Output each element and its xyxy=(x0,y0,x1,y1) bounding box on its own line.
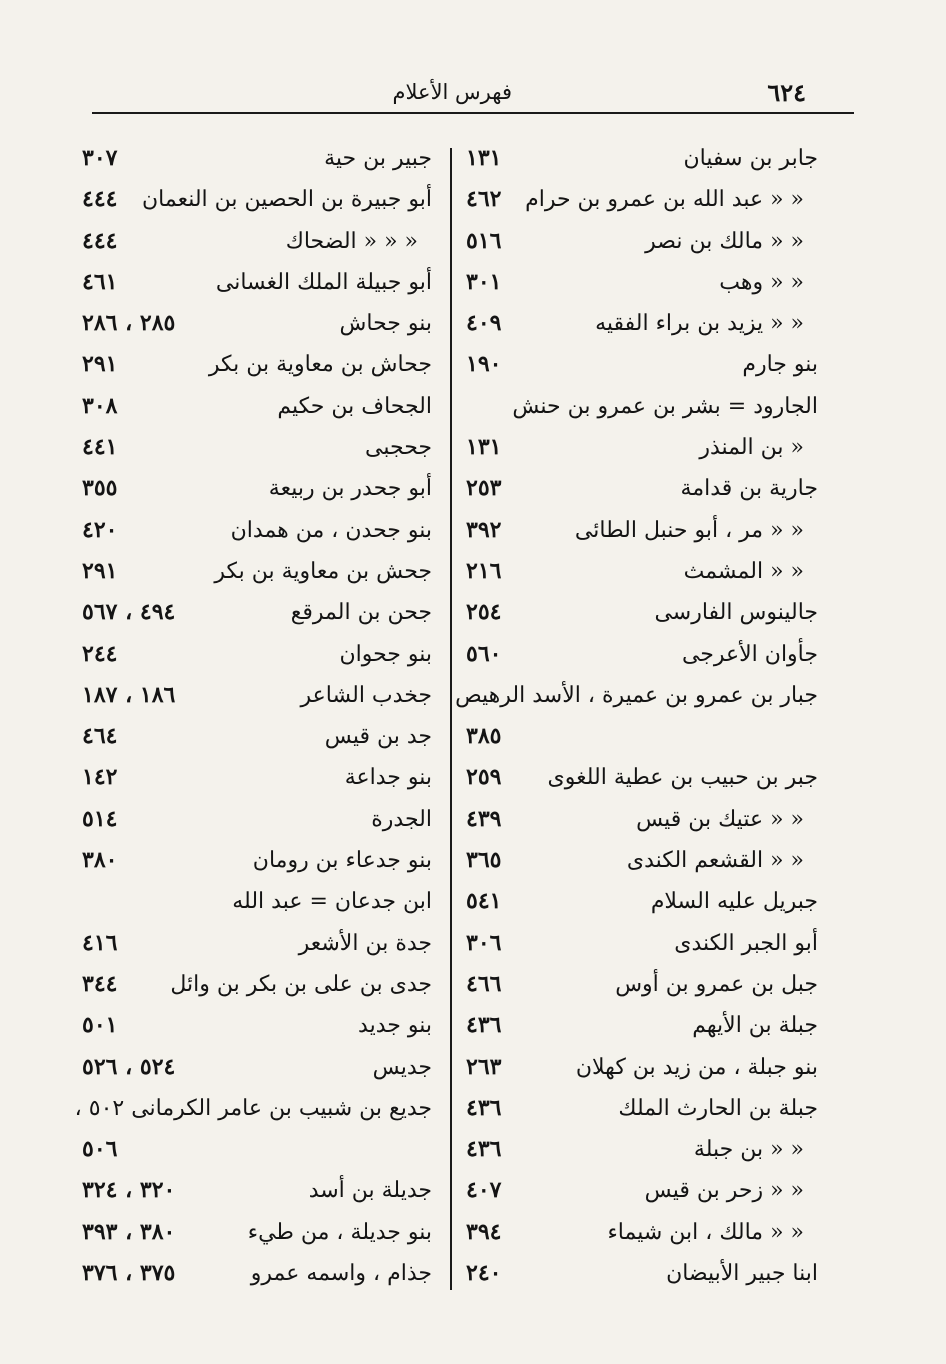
index-entry xyxy=(458,634,828,675)
entry-name: الجحاف بن حكيم xyxy=(277,393,432,419)
index-entry xyxy=(70,592,442,633)
index-entry xyxy=(70,1170,442,1211)
entry-pages: ٢١٦ xyxy=(466,557,502,584)
index-entry xyxy=(70,427,442,468)
entry-name: جحن بن المرقع xyxy=(290,600,432,626)
index-entry xyxy=(70,510,442,551)
entry-name: جبار بن عمرو بن عميرة ، الأسد الرهيص xyxy=(455,682,818,708)
entry-name: « « بن جبلة xyxy=(693,1137,804,1163)
entry-name: بنو جداعة xyxy=(344,765,432,791)
entry-pages: ٣٠٧ xyxy=(82,145,118,171)
entry-pages: ٢٨٥ ، ٢٨٦ xyxy=(82,310,176,337)
index-entry xyxy=(458,510,828,551)
entry-name: جذام ، واسمه عمرو xyxy=(250,1261,432,1287)
entry-pages: ٤٤٤ xyxy=(82,227,118,254)
entry-pages: ٢٩١ xyxy=(82,557,118,584)
entry-pages: ٥٤١ xyxy=(466,888,502,915)
index-entry xyxy=(70,179,442,220)
page-number: ٦٢٤ xyxy=(767,78,806,107)
entry-pages: ٤٤١ xyxy=(82,434,118,461)
entry-name: جالينوس الفارسى xyxy=(654,600,818,626)
index-entry xyxy=(70,1212,442,1253)
index-entry xyxy=(458,716,828,757)
index-entry xyxy=(70,799,442,840)
index-entry xyxy=(458,303,828,344)
entry-name: « « زحر بن قيس xyxy=(644,1178,804,1204)
index-entry xyxy=(70,468,442,509)
entry-pages: ٤٦٢ xyxy=(466,186,502,213)
entry-name: جحش بن معاوية بن بكر xyxy=(214,558,432,584)
left-column xyxy=(70,138,442,1294)
entry-name: جحجبى xyxy=(365,435,432,461)
index-entry xyxy=(458,592,828,633)
index-entry xyxy=(70,1088,442,1129)
entry-pages: ٣٢٠ ، ٣٢٤ xyxy=(82,1177,176,1204)
entry-name: جابر بن سفيان xyxy=(683,146,818,171)
column-divider xyxy=(450,148,452,1290)
index-entry xyxy=(70,881,442,922)
entry-pages: ٣٧٥ ، ٣٧٦ xyxy=(82,1260,176,1287)
entry-pages: ٣٠٦ xyxy=(466,929,502,956)
entry-pages: ٣٨٠ xyxy=(82,847,118,874)
entry-pages: ٢٤٤ xyxy=(82,640,118,667)
entry-pages: ٣٠١ xyxy=(466,268,502,295)
index-entry xyxy=(458,799,828,840)
entry-name: بنو جدعاء بن رومان xyxy=(252,848,432,874)
entry-pages: ٢٩١ xyxy=(82,351,118,378)
entry-pages: ٤١٦ xyxy=(82,929,118,956)
entry-name: بنو جبلة ، من زيد بن كهلان xyxy=(575,1054,818,1080)
running-title: فهرس الأعلام xyxy=(392,80,512,104)
entry-pages: ٣٨٠ ، ٣٩٣ xyxy=(82,1218,176,1245)
index-entry xyxy=(70,716,442,757)
entry-name: بنو جارم xyxy=(742,352,818,378)
index-entry xyxy=(458,964,828,1005)
entry-name: « « عبد الله بن عمرو بن حرام xyxy=(525,187,804,213)
entry-name: بنو جحدن ، من همدان xyxy=(230,517,432,543)
entry-name: الجارود = بشر بن عمرو بن حنش xyxy=(512,393,818,419)
entry-name: أبو جبيلة الملك الغسانى xyxy=(215,269,432,295)
entry-pages: ١٩٠ xyxy=(466,351,502,378)
right-column xyxy=(455,138,828,1294)
entry-name: بنو جحوان xyxy=(339,641,432,667)
index-entry xyxy=(458,1005,828,1046)
entry-name: جبريل عليه السلام xyxy=(650,889,818,915)
entry-pages: ١٤٢ xyxy=(82,764,118,791)
entry-pages: ١٣١ xyxy=(466,145,502,171)
entry-pages: ٥٠١ xyxy=(82,1012,118,1039)
entry-pages: ٤٣٩ xyxy=(466,805,502,832)
index-entry xyxy=(70,262,442,303)
entry-pages: ٤٩٤ ، ٥٦٧ xyxy=(82,599,176,626)
entry-name: ابن جدعان = عبد الله xyxy=(232,889,432,915)
entry-pages: ٤٠٩ xyxy=(466,310,502,337)
entry-name: « « عتيك بن قيس xyxy=(636,806,804,832)
entry-pages: ٤٢٠ xyxy=(82,516,118,543)
entry-pages: ٢٥٤ xyxy=(466,599,502,626)
index-entry xyxy=(70,840,442,881)
entry-name: جبلة بن الحارث الملك xyxy=(618,1095,818,1121)
entry-name: « « مالك ، ابن شيماء xyxy=(607,1219,804,1245)
entry-name: الجدرة xyxy=(371,806,432,832)
entry-name: أبو الجبر الكندى xyxy=(674,930,818,956)
entry-pages: ٣٦٥ xyxy=(466,847,502,874)
index-entry xyxy=(70,1253,442,1294)
entry-name: جخدب الشاعر xyxy=(300,682,432,708)
entry-name: بنو جديلة ، من طيء xyxy=(247,1219,432,1245)
entry-pages: ٤٤٤ xyxy=(82,186,118,213)
entry-name: « بن المنذر xyxy=(699,435,804,461)
index-entry xyxy=(458,1212,828,1253)
entry-pages: ٤٣٦ xyxy=(466,1012,502,1039)
entry-name: بنو جديد xyxy=(358,1013,432,1039)
page-header xyxy=(92,78,854,114)
entry-name: « « مالك بن نصر xyxy=(645,228,804,254)
entry-pages: ٤٦١ xyxy=(82,268,118,295)
index-entry xyxy=(70,964,442,1005)
index-entry xyxy=(458,138,828,179)
entry-name: جبلة بن الأيهم xyxy=(692,1013,818,1039)
entry-pages: ٥١٦ xyxy=(466,227,502,254)
index-entry xyxy=(70,138,442,179)
index-entry xyxy=(458,179,828,220)
index-entry xyxy=(458,757,828,798)
entry-pages: ٤٦٦ xyxy=(466,970,502,997)
entry-name: « « وهب xyxy=(719,269,804,295)
entry-pages: ٣٩٢ xyxy=(466,516,502,543)
index-entry xyxy=(458,1170,828,1211)
index-entry xyxy=(70,923,442,964)
entry-name: جبير بن حية xyxy=(324,146,432,171)
entry-pages: ٤٣٦ xyxy=(466,1094,502,1121)
entry-name: جارية بن قدامة xyxy=(680,476,818,502)
entry-pages: ٤٦٤ xyxy=(82,723,118,750)
entry-name: ابنا جبير الأبيضان xyxy=(666,1261,818,1287)
index-entry xyxy=(458,386,828,427)
entry-name: جأوان الأعرجى xyxy=(681,641,818,667)
index-entry xyxy=(70,1047,442,1088)
entry-pages: ٥٠٦ xyxy=(82,1136,118,1163)
index-entry xyxy=(70,303,442,344)
entry-pages: ١٨٦ ، ١٨٧ xyxy=(82,681,176,708)
index-entry xyxy=(458,1129,828,1170)
entry-pages: ٣٨٥ xyxy=(466,723,502,750)
index-entry xyxy=(70,344,442,385)
index-entry xyxy=(458,221,828,262)
index-entry xyxy=(458,840,828,881)
entry-pages: ٣٥٥ xyxy=(82,475,118,502)
entry-pages: ٤٣٦ xyxy=(466,1136,502,1163)
index-entry xyxy=(70,1005,442,1046)
entry-pages: ٣٠٨ xyxy=(82,392,118,419)
entry-pages: ٤٠٧ xyxy=(466,1177,502,1204)
entry-name: أبو جحدر بن ربيعة xyxy=(268,476,432,502)
index-entry xyxy=(455,675,828,716)
entry-name: جد بن قيس xyxy=(324,724,432,750)
entry-name: جبل بن عمرو بن أوس xyxy=(615,971,818,997)
entry-name: جبر بن حبيب بن عطية اللغوى xyxy=(547,765,818,791)
entry-name: جديع بن شبيب بن عامر الكرمانى ٥٠٢ ، xyxy=(74,1095,432,1121)
index-entry xyxy=(70,1129,442,1170)
index-entry xyxy=(458,262,828,303)
entry-pages: ٢٥٩ xyxy=(466,764,502,791)
entry-name: جديس xyxy=(372,1054,432,1080)
index-entry xyxy=(70,757,442,798)
entry-name: « « « الضحاك xyxy=(285,228,418,254)
entry-name: « « مر ، أبو حنبل الطائى xyxy=(574,517,804,543)
entry-name: بنو جحاش xyxy=(339,311,432,337)
entry-name: أبو جبيرة بن الحصين بن النعمان xyxy=(142,187,432,213)
index-entry xyxy=(458,427,828,468)
entry-name: « « المشمث xyxy=(683,558,804,584)
index-entry xyxy=(458,881,828,922)
index-entry xyxy=(70,634,442,675)
entry-name: جدى بن على بن بكر بن وائل xyxy=(170,971,432,997)
entry-pages: ٢٤٠ xyxy=(466,1260,502,1287)
entry-name: جدة بن الأشعر xyxy=(298,930,432,956)
entry-pages: ٢٦٣ xyxy=(466,1053,502,1080)
entry-name: « « القشعم الكندى xyxy=(626,848,804,874)
entry-pages: ٣٤٤ xyxy=(82,970,118,997)
entry-pages: ٣٩٤ xyxy=(466,1218,502,1245)
index-entry xyxy=(458,468,828,509)
index-entry xyxy=(70,675,442,716)
entry-name: « « يزيد بن براء الفقيه xyxy=(595,311,804,337)
entry-pages: ٥٢٤ ، ٥٢٦ xyxy=(82,1053,176,1080)
entry-pages: ٢٥٣ xyxy=(466,475,502,502)
index-entry xyxy=(70,221,442,262)
entry-pages: ٥٦٠ xyxy=(466,640,502,667)
index-entry xyxy=(458,923,828,964)
index-entry xyxy=(458,1088,828,1129)
index-entry xyxy=(458,551,828,592)
index-entry xyxy=(458,1047,828,1088)
index-entry xyxy=(458,1253,828,1294)
entry-pages: ١٣١ xyxy=(466,434,502,461)
index-entry xyxy=(70,386,442,427)
entry-name: جديلة بن أسد xyxy=(308,1178,432,1204)
entry-name: جحاش بن معاوية بن بكر xyxy=(208,352,432,378)
entry-pages: ٥١٤ xyxy=(82,805,118,832)
index-entry xyxy=(70,551,442,592)
index-entry xyxy=(458,344,828,385)
